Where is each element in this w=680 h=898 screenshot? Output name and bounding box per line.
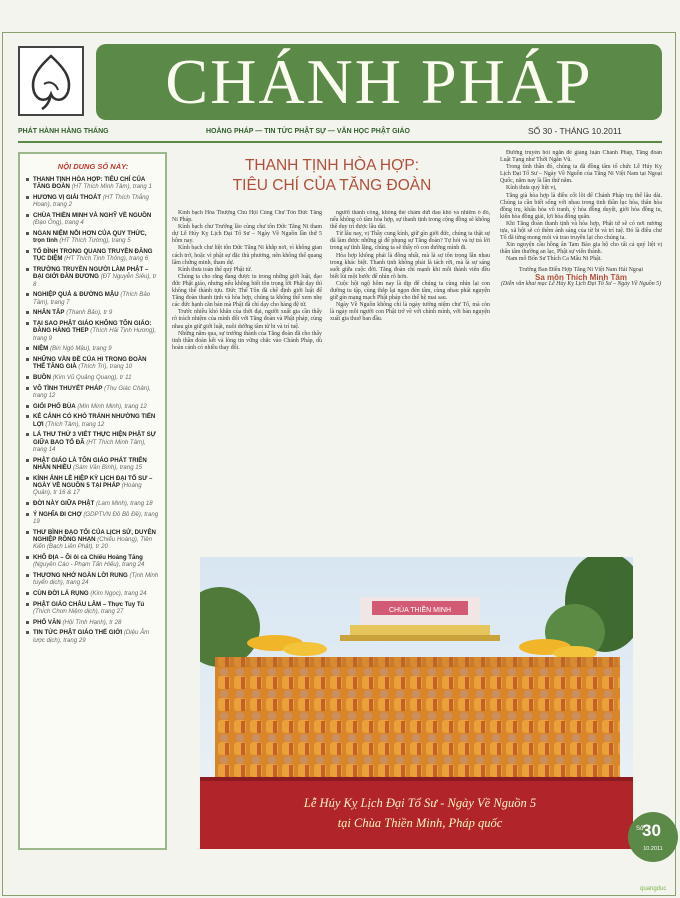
toc-item-title: NHỮNG VẦN ĐỀ CỦA HI TRONG ĐOÀN THỂ TĂNG GIÀ xyxy=(33,356,147,371)
publication-frequency: PHÁT HÀNH HẰNG THÁNG xyxy=(18,128,109,135)
toc-item-meta: (Thích Bảo Tâm), trang 7 xyxy=(33,291,151,306)
toc-item-meta: (Kim Vũ Quảng Quang), tr 11 xyxy=(52,374,132,381)
toc-item-title: KÍNH ẢNH LỄ HIỆP KỲ LỊCH ĐẠI TỔ SƯ – NGÀY VỀ NGUỒN 5 TẠI PHÁP xyxy=(33,474,153,489)
toc-item-title: TIN TỨC PHẬT GIÁO THẾ GIỚI xyxy=(33,629,123,637)
toc-item-title: PHỐ VĂN xyxy=(33,618,61,626)
toc-item xyxy=(26,374,160,381)
article-column-3 xyxy=(500,150,662,556)
article-paragraph: Hòa hợp không phải là đồng nhất, mà là sự tôn trọng lẫn nhau trong khác biệt. Thanh tịnh không phải là tách rời, mà là sự sáng suốt giữa cuộc đời. Tăng đoàn chỉ mạnh khi mỗi thành viên đều biết lùi một bước để nhìn rõ hơn. xyxy=(330,252,490,280)
article-paragraph: Từ lâu nay, vị Thầy cung kính, giữ gìn giới đức, chúng ta thật sự đã làm được những gì để phụng sự Tăng đoàn? Tự hỏi và tự trả lời trong sự tĩnh lặng, chúng ta sẽ thấy rõ con đường mình đi. xyxy=(330,231,490,252)
toc-item-meta: (Thích Hải Tịnh Hương), trang 9 xyxy=(33,327,157,342)
masthead-title: CHÁNH PHÁP xyxy=(165,46,593,117)
toc-item xyxy=(26,291,160,306)
article-paragraph: Xin nguyện cầu hồng ân Tam Bảo gia hộ cho tất cả quý liệt vị thân tâm thường an lạc, Phật sự viên thành. xyxy=(500,242,662,256)
toc-item xyxy=(26,320,160,342)
toc-item xyxy=(26,619,160,626)
toc-item-meta: (HT Thích Minh Tâm), trang 1 xyxy=(71,183,152,191)
toc-item-title: HƯƠNG VỊ GIẢI THOÁT xyxy=(33,194,102,201)
toc-item-title: ĐỜI NÀY GIỮA PHẬT xyxy=(33,500,95,507)
toc-item-title: THƯ BÌNH ĐẠO TỐI CỦA LỊCH SỬ, DUYÊN NGHIỆP RỒNG NHẠN xyxy=(33,528,156,543)
table-of-contents xyxy=(18,152,167,850)
toc-item-meta: (Chiếu Hoàng), Tiên Kiến (Bạch Liên Phật), tr 20 xyxy=(33,536,153,551)
toc-item-title: TẠI SAO PHẬT GIÁO KHÔNG TÔN GIÁO: ĐÀNG HÀNG THEP xyxy=(33,320,152,335)
publication-sections: HOẰNG PHÁP — TIN TỨC PHẬT SỰ — VĂN HỌC PHẬT GIÁO xyxy=(206,128,410,135)
toc-item-meta: (HT Thích Thắng Hoan), trang 2 xyxy=(33,194,149,209)
toc-item xyxy=(26,248,160,263)
header-divider xyxy=(18,141,662,143)
toc-item-meta: (Sám Văn Bình), trang 15 xyxy=(72,464,143,471)
article-paragraph: Kính thưa quý liệt vị, xyxy=(506,185,557,192)
toc-item xyxy=(26,403,160,410)
issue-badge-number: 30 xyxy=(642,821,661,840)
toc-item xyxy=(26,230,160,245)
bodhi-leaf-icon xyxy=(18,46,84,116)
toc-item-title: GIỐI PHỐ BÙA xyxy=(33,402,76,410)
masthead-strip xyxy=(18,126,662,140)
article-paragraph: người thành công, không thể chấm dứt đau khổ và nhiễm ô đó, nếu không có tâm hòa hợp, sự thanh tịnh trong cộng đồng sẽ không thể duy trì được lâu dài. xyxy=(330,210,490,231)
toc-item-title: THƯƠNG NHỚ NGÀN LỜI RUNG xyxy=(33,572,128,579)
toc-item xyxy=(26,601,160,616)
toc-item-title: NIỆM xyxy=(33,345,49,353)
issue-badge xyxy=(628,812,678,862)
toc-item-meta: (Kim Ngọc), trang 24 xyxy=(90,590,147,597)
toc-item xyxy=(26,629,160,644)
toc-item xyxy=(26,500,160,507)
toc-item-meta: (GDPTVN Đồ Bồ Đề), trang 19 xyxy=(33,510,159,525)
headline-line-1: THANH TỊNH HÒA HỢP: xyxy=(244,157,420,174)
toc-item-meta: (Min Minh Minh), trang 12 xyxy=(77,402,147,410)
toc-item xyxy=(26,590,160,597)
article-paragraph: Chúng ta cho rằng đang được tu trong những giới luật, đạo đức Phật giáo, nhưng nếu không biết tôn trọng lời Phật dạy thì không thể thành tựu. Đức Thế Tôn đã chế định giới luật để Tăng đoàn thanh tịnh và hòa hợp, chúng ta không thể xem nhẹ các đức hạnh căn bản mà Phật đã chỉ dạy cho hàng đệ tử. xyxy=(172,273,322,309)
toc-item xyxy=(26,511,160,526)
toc-item xyxy=(26,529,160,551)
toc-item-meta: (Nguyên Cáo - Phạm Tấn Hiếu), trang 24 xyxy=(33,561,145,569)
article-paragraph: Tăng già hòa hợp là điều cốt lõi để Chánh Pháp trụ thế lâu dài. Chúng ta cần biết sống với nhau trong tinh thần lục hòa, thân hòa đồng trụ, khẩu hòa vô tranh, ý hòa đồng duyệt, giới hòa đồng tu, kiến hòa đồng giải, lợi hòa đồng quân. xyxy=(500,192,662,220)
toc-item-title: CHÙA THIỀN MINH VÀ NGHỸ VỀ NGUỒN xyxy=(33,212,152,219)
photo-caption-line-1: Lễ Húy Kỵ Lịch Đại Tổ Sư - Ngày Về Nguồn 5 xyxy=(303,796,537,810)
toc-item-meta: (Hội Tình Hạnh), tr 28 xyxy=(62,618,122,626)
chair-title: Trưởng Ban Điều Hợp Tăng Ni Việt Nam Hải Ngoại xyxy=(519,266,643,273)
toc-item xyxy=(26,431,160,453)
toc-item-meta: (HT Thích Tường), trang 5 xyxy=(59,237,131,245)
photo-caption xyxy=(220,793,620,833)
toc-item-meta: (Hoàng Quân), tr 16 & 17 xyxy=(33,482,142,497)
article-paragraph: Những năm qua, sự trưởng thành của Tăng đoàn đã cho thấy tinh thần đoàn kết và lòng tin vững chắc vào Chánh Pháp, dù hoàn cảnh có nhiều thay đổi. xyxy=(172,330,322,351)
toc-item-meta: (Thu Giác Chân), trang 12 xyxy=(33,384,151,399)
toc-item-title: LÁ THƯ THỨ 3 VIẾT THỰC HIỆN PHẬT SỰ GIỮA BAO TỔ ĐÃ xyxy=(33,431,156,446)
temple-sign: CHÙA THIỀN MINH xyxy=(388,607,452,614)
masthead-banner xyxy=(96,44,662,120)
toc-item-meta: (Diệu Âm lược dịch), trang 29 xyxy=(33,629,150,644)
toc-item-title: KHÔ ĐỊA – Ôi ôi cà Chiếu Hoàng Tăng xyxy=(33,554,143,561)
article-column-2 xyxy=(330,210,490,556)
article-paragraph: Kính thưa toàn thể quý Phật tử. xyxy=(178,266,252,273)
toc-item-meta: (ĐT Nguyễn Siêu), tr 8 xyxy=(33,273,157,288)
toc-item xyxy=(26,475,160,497)
article-headline xyxy=(172,156,492,196)
watermark: quangduc xyxy=(640,886,667,892)
toc-item-title: PHẬT GIÁO LÀ TÔN GIÁO PHÁT TRIỂN NHÂN NHIỀU xyxy=(33,456,147,471)
article-paragraph: Kính bạch chư liệt tôn Đức Tăng Ni khắp nơi, vì không gian cách trở, hoặc vì phật sự đặc thù phương, nên không thể quang lâm chứng minh, tham dự. xyxy=(172,245,322,266)
article-paragraph: Nam mô Bổn Sư Thích Ca Mâu Ni Phật. xyxy=(506,256,602,263)
toc-item-title: PHẬT GIÁO CHÂU LÂM – Thực Tuy Tú xyxy=(33,600,145,608)
article-paragraph: Trong tình thần đó, chúng ta đã đồng tâm tổ chức Lễ Húy Kỵ Lịch Đại Tổ Sư – Ngày Về Nguồn của Tăng Ni Việt Nam tại Ngoại Quốc, năm nay là lần thứ năm. xyxy=(500,164,662,185)
toc-item-title: TỔ ĐÌNH TRONG QUANG TRUYỀN ĐĂNG TỤC DIỆM xyxy=(33,248,153,263)
toc-item xyxy=(26,266,160,288)
issue-number: SỐ 30 - THÁNG 10.2011 xyxy=(528,126,622,136)
toc-item xyxy=(26,176,160,191)
toc-item xyxy=(26,572,160,587)
headline-line-2: TIÊU CHÍ CỦA TĂNG ĐOÀN xyxy=(232,177,432,194)
toc-item-meta: (Thích Trí), trang 10 xyxy=(78,363,133,371)
toc-item xyxy=(26,212,160,227)
article-paragraph: Trước nhiều khó khăn của thời đại, người xuất gia cần thấy rõ trách nhiệm của mình đối với Tăng đoàn và Phật pháp, cùng nhau gìn giữ giới luật, nuôi dưỡng tâm từ bi và trí tuệ. xyxy=(172,309,322,330)
toc-item-title: CÙN ĐỜI LÁ RỤNG xyxy=(33,590,89,597)
toc-item xyxy=(26,345,160,352)
toc-list xyxy=(26,176,160,644)
toc-item-title: NHÂN TÂP xyxy=(33,309,65,317)
article-signature: Sa môn Thích Minh Tâm xyxy=(534,272,627,282)
toc-item-meta: (Thanh Bảo), tr 9 xyxy=(66,309,113,317)
toc-item-meta: (HT Thích Minh Tâm), trang 14 xyxy=(33,438,146,453)
toc-item xyxy=(26,309,160,316)
toc-heading: NỘI DUNG SỐ NÀY: xyxy=(57,162,129,171)
toc-item-title: TRƯỜNG TRUYỀN NGƯỜI LÀM PHẬT – ĐẠI GIỚI ĐÀN ĐƯƠNG xyxy=(33,266,149,281)
issue-badge-date: 10.2011 xyxy=(643,846,663,852)
photo-caption-line-2: tại Chùa Thiền Minh, Pháp quốc xyxy=(337,816,503,830)
toc-item xyxy=(26,413,160,428)
article-column-1 xyxy=(172,210,322,556)
toc-item-meta: (Thích Tâm), trang 12 xyxy=(45,420,105,428)
toc-item-title: Ý NGHĨA ĐI CHỢ xyxy=(33,510,82,518)
toc-item-title: NGHIỆP QUẢ & ĐƯỜNG MẬU xyxy=(33,291,119,299)
toc-item-title: BUỒN xyxy=(33,374,51,381)
article-paragraph: Ngày Về Nguồn không chỉ là ngày tưởng niệm chư Tổ, mà còn là ngày mỗi người con Phật trở về với chính mình, với bản nguyện xuất gia thuở ban đầu. xyxy=(330,302,490,323)
toc-item-meta: (Bin Ngô Mậu), trang 9 xyxy=(49,345,112,353)
article-paragraph: Khi Tăng đoàn thanh tịnh và hòa hợp, Phật tử sẽ có nơi nương tựa, xã hội sẽ có thêm ánh sáng của từ bi và trí tuệ. Đó là điều chư Tổ đã từng mong mỏi và trao truyền lại cho chúng ta. xyxy=(500,220,662,242)
toc-item xyxy=(26,356,160,371)
toc-item-meta: (Đạo Ông), trang 4 xyxy=(33,219,84,227)
toc-item-meta: (HT Thích Tịnh Thông), trang 6 xyxy=(64,255,149,263)
toc-item-meta: (Lam Minh), trang 18 xyxy=(96,500,153,507)
article-paragraph: Kính bạch Hòa Thượng Chủ Hội Cùng Chư Tôn Đức Tăng Ni Pháp. xyxy=(172,210,322,224)
toc-item xyxy=(26,194,160,209)
toc-item-title: VÔ TÌNH THUYẾT PHÁP xyxy=(33,384,103,392)
toc-item-meta: (Thích Chơn Niệm dịch), trang 27 xyxy=(33,608,124,615)
toc-item-title: THANH TỊNH HÒA HỢP: TIÊU CHÍ CỦA TĂNG ĐOÀN xyxy=(33,176,146,191)
toc-item xyxy=(26,457,160,472)
toc-item-meta: (Tịnh Minh tuyển dịch), trang 24 xyxy=(33,572,159,587)
article-paragraph: Đường truyền hỏi ngắn để giảng luận Chánh Pháp, Tăng đoàn Luật Tạng như Thời Ngăn Vũ. xyxy=(500,150,662,164)
issue-badge-prefix: Số xyxy=(636,826,644,832)
toc-item xyxy=(26,385,160,400)
toc-item xyxy=(26,554,160,569)
signature-note: (Diễn văn khai mạc Lễ Húy Kỵ Lịch Đại Tổ Sư – Ngày Về Nguồn 5) xyxy=(500,280,662,287)
toc-item-title: NGAN NIỆM NỖI HƠN CỦA QUY THỨC, trọn tình xyxy=(33,230,147,245)
article-paragraph: Kính bạch chư Trưởng lão cùng chư tôn Đức Tăng Ni tham dự Lễ Húy Kỵ Lịch Đại Tổ Sư – Ngày Về Nguồn lần thứ 5 hôm nay. xyxy=(172,224,322,245)
toc-item-title: KẺ CẢNH CÓ KHÓ TRÁNH NHƯỜNG TIẾN LỢI xyxy=(33,413,156,428)
article-paragraph: Cuộc hội ngộ hôm nay là dịp để chúng ta cùng nhìn lại con đường tu tập, cùng thắp lại ngọn đèn tâm, cùng nhau phát nguyện giữ gìn mạng mạch Phật pháp cho thế hệ mai sau. xyxy=(330,280,490,302)
